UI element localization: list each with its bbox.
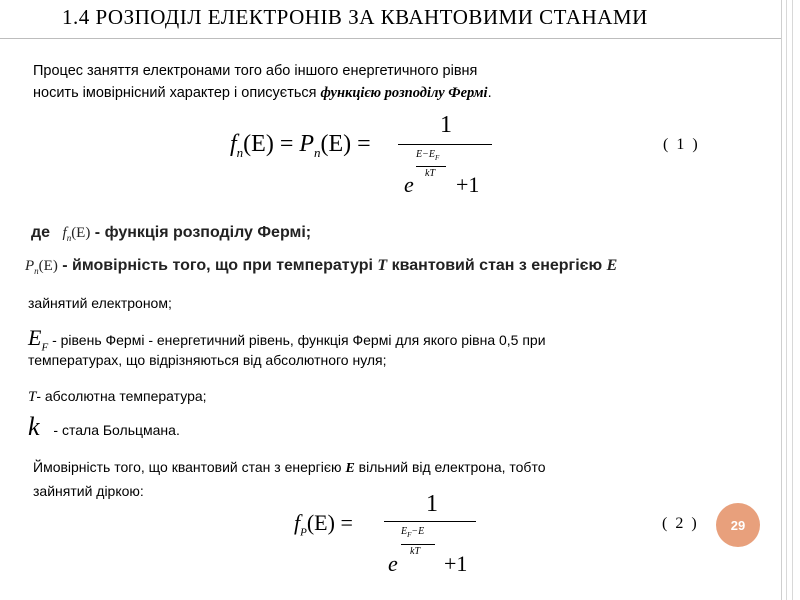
definition-fn: де $f_n(E)$ - функція розподілу Фермі;: [31, 224, 312, 243]
formula-1-exp-bar: [416, 166, 446, 167]
formula-1-number: ( 1 ): [663, 136, 700, 153]
definition-ef-continued: температурах, що відрізняються від абсолютного нуля;: [28, 352, 387, 368]
slide-edge-line-outer: [792, 0, 793, 600]
formula-1-plus-one: +1: [456, 172, 480, 197]
intro-line-1: Процес заняття електронами того або іншого енергетичного рівня: [33, 63, 478, 79]
formula-2-number: ( 2 ): [662, 515, 699, 532]
intro-line-2: носить імовірнісний характер і описується функцією розподілу Фермі.: [33, 85, 492, 101]
formula-2-plus-one: +1: [444, 551, 468, 576]
formula-2-exp-bar: [401, 544, 435, 545]
definition-ef: $E_F$ - рівень Фермі - енергетичний рівень, функція Фермі для якого рівна 0,5 при: [28, 325, 546, 354]
page-number-badge: 29: [716, 503, 760, 547]
k-symbol: k: [28, 412, 40, 441]
hole-line-2: зайнятий діркою:: [33, 483, 144, 499]
formula-1-fraction-bar: [398, 144, 492, 145]
fermi-function-term: функцією розподілу Фермі: [320, 85, 488, 101]
ef-symbol: $E_F$: [28, 325, 49, 354]
hole-line-1: Ймовірність того, що квантовий стан з енергією E вільний від електрона, тобто: [33, 459, 546, 476]
definition-pn: $P_n(E)$ - ймовірність того, що при температурі T квантовий стан з енергією E: [25, 257, 618, 276]
formula-2-exp-top: $E_F-E$: [401, 526, 425, 539]
slide-edge-line: [786, 0, 787, 600]
formula-2-fraction-bar: [384, 521, 476, 522]
formula-1-exp-bottom: kT: [425, 168, 435, 179]
definition-t: T- абсолютна температура;: [28, 388, 207, 405]
formula-2-lhs: $f_P(E)$ =: [294, 510, 353, 539]
formula-2-numerator: 1: [426, 491, 438, 517]
formula-2-e: e: [388, 551, 398, 576]
formula-2-exp-bottom: kT: [410, 546, 420, 557]
formula-1-e: e: [404, 172, 414, 197]
intro-paragraph: [33, 60, 492, 104]
slide-title: 1.4 РОЗПОДІЛ ЕЛЕКТРОНІВ ЗА КВАНТОВИМИ СТАНАМИ: [62, 5, 648, 29]
definition-k: k - стала Больцмана.: [28, 412, 180, 441]
title-divider: [0, 38, 781, 39]
formula-1-exp-top: $E-E_F$: [416, 149, 440, 162]
formula-1-numerator: 1: [440, 112, 452, 138]
formula-1-lhs: $f_n(E) = P_n(E)$ =: [230, 131, 371, 160]
definition-pn-continued: зайнятий електроном;: [28, 295, 172, 311]
